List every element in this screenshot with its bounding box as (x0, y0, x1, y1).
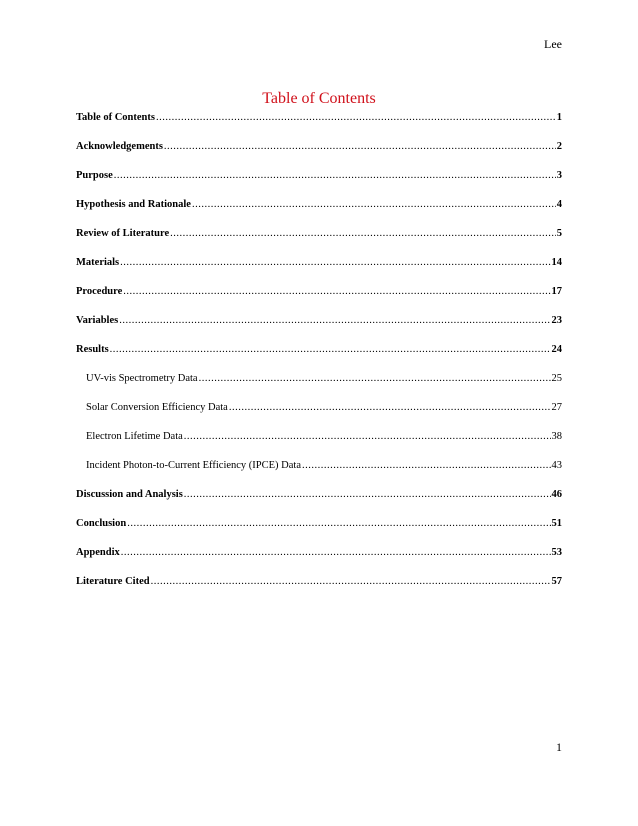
toc-entry-page: 53 (551, 547, 562, 558)
toc-entry-page: 1 (556, 112, 562, 123)
running-header-name: Lee (544, 37, 562, 51)
toc-entry-page: 24 (551, 344, 562, 355)
toc-entry-page: 5 (556, 228, 562, 239)
toc-entry-label: Discussion and Analysis (76, 489, 183, 500)
table-of-contents (76, 112, 562, 605)
toc-entry-label: Conclusion (76, 518, 127, 529)
toc-leader-dots (170, 228, 556, 240)
toc-entry-page: 51 (551, 518, 562, 529)
toc-entry[interactable] (76, 576, 562, 605)
toc-entry-label: Review of Literature (76, 228, 170, 239)
toc-entry[interactable] (76, 315, 562, 344)
toc-leader-dots (184, 431, 551, 443)
toc-leader-dots (121, 547, 551, 559)
toc-entry[interactable] (76, 547, 562, 576)
toc-leader-dots (127, 518, 550, 530)
toc-entry[interactable] (76, 489, 562, 518)
toc-entry-label: Table of Contents (76, 112, 155, 123)
toc-leader-dots (123, 286, 550, 298)
toc-leader-dots (119, 315, 550, 327)
toc-subentry[interactable] (76, 431, 562, 460)
toc-entry[interactable] (76, 228, 562, 257)
toc-entry-page: 17 (551, 286, 562, 297)
toc-entry[interactable] (76, 199, 562, 228)
toc-entry[interactable] (76, 112, 562, 141)
toc-entry-label: Literature Cited (76, 576, 150, 587)
toc-entry-label: Purpose (76, 170, 113, 181)
toc-entry-label: Hypothesis and Rationale (76, 199, 191, 210)
page-title: Table of Contents (262, 90, 376, 107)
toc-entry-label: Materials (76, 257, 120, 268)
toc-subentry[interactable] (76, 402, 562, 431)
toc-entry-label: Procedure (76, 286, 123, 297)
toc-entry-label: UV-vis Spectrometry Data (86, 373, 198, 384)
toc-leader-dots (156, 112, 556, 124)
toc-leader-dots (114, 170, 556, 182)
toc-entry-label: Variables (76, 315, 119, 326)
toc-leader-dots (110, 344, 551, 356)
toc-leader-dots (229, 402, 551, 414)
toc-entry-label: Acknowledgements (76, 141, 163, 152)
toc-entry-page: 2 (556, 141, 562, 152)
footer-page-number: 1 (556, 740, 562, 754)
toc-entry[interactable] (76, 141, 562, 170)
toc-entry-page: 23 (551, 315, 562, 326)
toc-leader-dots (120, 257, 550, 269)
toc-leader-dots (199, 373, 551, 385)
toc-leader-dots (151, 576, 551, 588)
toc-leader-dots (184, 489, 551, 501)
toc-entry-label: Results (76, 344, 109, 355)
toc-entry-page: 25 (551, 373, 562, 384)
toc-entry-label: Electron Lifetime Data (86, 431, 183, 442)
toc-entry-label: Appendix (76, 547, 120, 558)
toc-entry[interactable] (76, 286, 562, 315)
toc-entry-page: 4 (556, 199, 562, 210)
toc-entry-page: 14 (551, 257, 562, 268)
toc-entry[interactable] (76, 518, 562, 547)
toc-leader-dots (192, 199, 556, 211)
toc-entry[interactable] (76, 257, 562, 286)
toc-entry-page: 3 (556, 170, 562, 181)
toc-subentry[interactable] (76, 460, 562, 489)
toc-entry-page: 46 (551, 489, 562, 500)
toc-entry[interactable] (76, 170, 562, 199)
toc-leader-dots (302, 460, 551, 472)
toc-entry-page: 57 (551, 576, 562, 587)
toc-leader-dots (164, 141, 556, 153)
toc-entry-page: 43 (551, 460, 562, 471)
toc-entry-label: Solar Conversion Efficiency Data (86, 402, 228, 413)
toc-entry-label: Incident Photon-to-Current Efficiency (IPCE) Data (86, 460, 301, 471)
toc-entry-page: 38 (551, 431, 562, 442)
toc-subentry[interactable] (76, 373, 562, 402)
toc-entry-page: 27 (551, 402, 562, 413)
toc-entry[interactable] (76, 344, 562, 373)
